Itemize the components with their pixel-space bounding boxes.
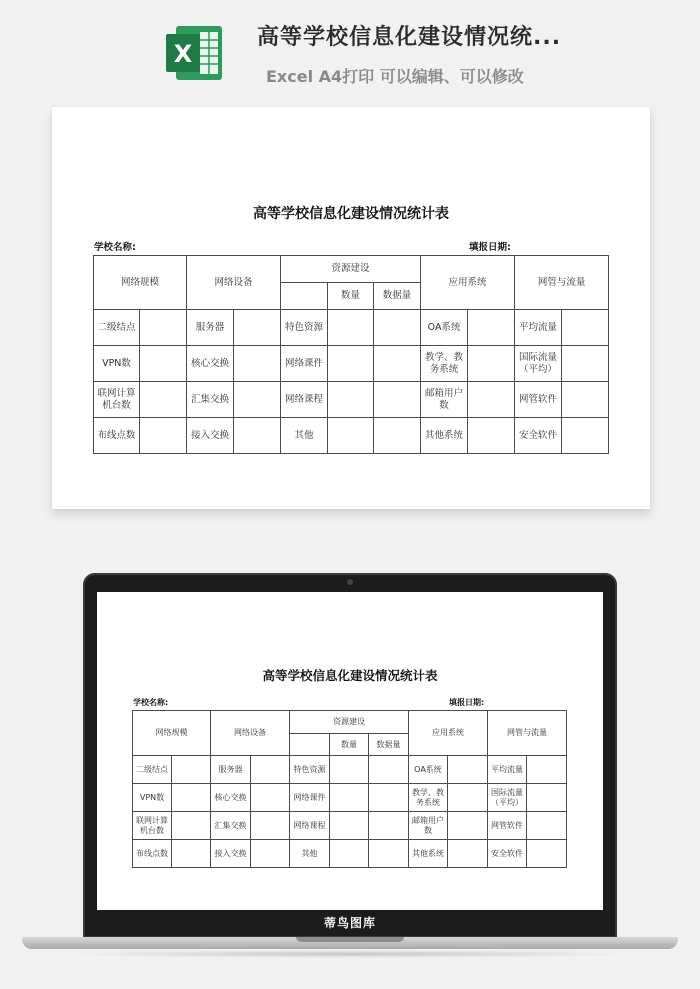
row-label: 其他系统	[421, 418, 468, 454]
value-cell[interactable]	[172, 756, 211, 784]
row-label: 其他系统	[409, 840, 448, 868]
header-network-scale: 网络规模	[94, 256, 187, 310]
statistics-table	[132, 710, 567, 868]
row-label: VPN数	[94, 346, 140, 382]
row-label: 布线点数	[133, 840, 172, 868]
table-row	[133, 840, 567, 868]
value-cell[interactable]	[140, 418, 187, 454]
value-cell[interactable]	[234, 310, 281, 346]
value-cell[interactable]	[234, 382, 281, 418]
value-cell[interactable]	[251, 812, 290, 840]
excel-icon	[162, 20, 228, 86]
header-app-system: 应用系统	[421, 256, 515, 310]
row-label: 安全软件	[515, 418, 562, 454]
value-cell[interactable]	[562, 418, 609, 454]
header-mgmt-traffic: 网管与流量	[515, 256, 609, 310]
value-cell[interactable]	[374, 382, 421, 418]
value-cell[interactable]	[140, 310, 187, 346]
value-cell[interactable]	[330, 784, 369, 812]
document-title: 高等学校信息化建设情况统计表	[262, 668, 438, 683]
row-label: OA系统	[421, 310, 468, 346]
value-cell[interactable]	[562, 310, 609, 346]
value-cell[interactable]	[468, 310, 515, 346]
row-label: 二级结点	[133, 756, 172, 784]
value-cell[interactable]	[369, 756, 409, 784]
table-row	[133, 784, 567, 812]
row-label: 接入交换	[211, 840, 251, 868]
row-label: 服务器	[187, 310, 234, 346]
page-title: 高等学校信息化建设情况统...	[257, 25, 562, 50]
value-cell[interactable]	[369, 840, 409, 868]
value-cell[interactable]	[140, 346, 187, 382]
page-subtitle: Excel A4打印 可以编辑、可以修改	[266, 67, 524, 86]
value-cell[interactable]	[374, 418, 421, 454]
fill-date-label: 填报日期:	[449, 698, 485, 707]
page-header	[0, 0, 700, 100]
header-app-system: 应用系统	[409, 711, 488, 756]
header-resource: 资源建设	[290, 711, 409, 734]
row-label: 接入交换	[187, 418, 234, 454]
row-label: 安全软件	[488, 840, 527, 868]
table-row	[94, 310, 609, 346]
header-network-scale: 网络规模	[133, 711, 211, 756]
row-label: 联网计算机台数	[94, 382, 140, 418]
value-cell[interactable]	[140, 382, 187, 418]
table-row	[94, 418, 609, 454]
value-cell[interactable]	[448, 812, 488, 840]
fill-date-label: 填报日期:	[469, 242, 511, 253]
header-count: 数量	[330, 734, 369, 756]
row-label: 平均流量	[488, 756, 527, 784]
table-row	[133, 756, 567, 784]
value-cell[interactable]	[527, 812, 567, 840]
row-label: 国际流量（平均）	[488, 784, 527, 812]
value-cell[interactable]	[330, 840, 369, 868]
value-cell[interactable]	[330, 812, 369, 840]
row-label: OA系统	[409, 756, 448, 784]
row-label: 特色资源	[281, 310, 328, 346]
value-cell[interactable]	[172, 812, 211, 840]
row-label: 网络课程	[290, 812, 330, 840]
value-cell[interactable]	[468, 346, 515, 382]
value-cell[interactable]	[234, 346, 281, 382]
row-label: 网络课程	[281, 382, 328, 418]
row-label: 特色资源	[290, 756, 330, 784]
value-cell[interactable]	[562, 346, 609, 382]
row-label: 二级结点	[94, 310, 140, 346]
value-cell[interactable]	[374, 310, 421, 346]
header-mgmt-traffic: 网管与流量	[488, 711, 567, 756]
value-cell[interactable]	[448, 784, 488, 812]
value-cell[interactable]	[369, 812, 409, 840]
row-label: 联网计算机台数	[133, 812, 172, 840]
row-label: 教学、教务系统	[409, 784, 448, 812]
row-label: 服务器	[211, 756, 251, 784]
table-row	[133, 812, 567, 840]
value-cell[interactable]	[562, 382, 609, 418]
table-row	[94, 382, 609, 418]
row-label: 教学、教务系统	[421, 346, 468, 382]
row-label: 核心交换	[187, 346, 234, 382]
header-data-volume: 数据量	[374, 283, 421, 310]
row-label: 国际流量（平均）	[515, 346, 562, 382]
row-label: 网管软件	[488, 812, 527, 840]
value-cell[interactable]	[374, 346, 421, 382]
brand-watermark: 蒂鸟图库	[323, 916, 376, 930]
header-network-device: 网络设备	[187, 256, 281, 310]
row-label: 网络课件	[290, 784, 330, 812]
camera-icon	[347, 579, 353, 585]
document-title: 高等学校信息化建设情况统计表	[253, 206, 449, 222]
laptop-screen-sheet	[97, 592, 603, 910]
value-cell[interactable]	[234, 418, 281, 454]
value-cell[interactable]	[251, 756, 290, 784]
row-label: 核心交换	[211, 784, 251, 812]
statistics-table	[93, 255, 609, 454]
value-cell[interactable]	[172, 784, 211, 812]
value-cell[interactable]	[468, 418, 515, 454]
value-cell[interactable]	[328, 418, 374, 454]
value-cell[interactable]	[172, 840, 211, 868]
value-cell[interactable]	[251, 840, 290, 868]
value-cell[interactable]	[328, 310, 374, 346]
row-label: 布线点数	[94, 418, 140, 454]
value-cell[interactable]	[527, 756, 567, 784]
row-label: VPN数	[133, 784, 172, 812]
value-cell[interactable]	[527, 784, 567, 812]
row-label: 邮箱用户数	[409, 812, 448, 840]
row-label: 邮箱用户数	[421, 382, 468, 418]
value-cell[interactable]	[448, 840, 488, 868]
value-cell[interactable]	[527, 840, 567, 868]
sheet-preview	[52, 107, 650, 509]
header-data-volume: 数据量	[369, 734, 409, 756]
laptop-notch	[296, 937, 404, 942]
svg-text:X: X	[173, 40, 193, 68]
row-label: 网络课件	[281, 346, 328, 382]
row-label: 网管软件	[515, 382, 562, 418]
row-label: 汇集交换	[187, 382, 234, 418]
row-label: 其他	[290, 840, 330, 868]
value-cell[interactable]	[468, 382, 515, 418]
value-cell[interactable]	[328, 382, 374, 418]
header-network-device: 网络设备	[211, 711, 290, 756]
empty-cell[interactable]	[290, 734, 330, 756]
value-cell[interactable]	[369, 784, 409, 812]
row-label: 平均流量	[515, 310, 562, 346]
value-cell[interactable]	[328, 346, 374, 382]
header-count: 数量	[328, 283, 374, 310]
table-row	[94, 346, 609, 382]
school-name-label: 学校名称:	[133, 698, 169, 707]
empty-cell[interactable]	[281, 283, 328, 310]
value-cell[interactable]	[448, 756, 488, 784]
laptop-shadow	[60, 950, 640, 958]
row-label: 汇集交换	[211, 812, 251, 840]
value-cell[interactable]	[251, 784, 290, 812]
school-name-label: 学校名称:	[94, 242, 136, 253]
row-label: 其他	[281, 418, 328, 454]
header-resource: 资源建设	[281, 256, 421, 283]
value-cell[interactable]	[330, 756, 369, 784]
